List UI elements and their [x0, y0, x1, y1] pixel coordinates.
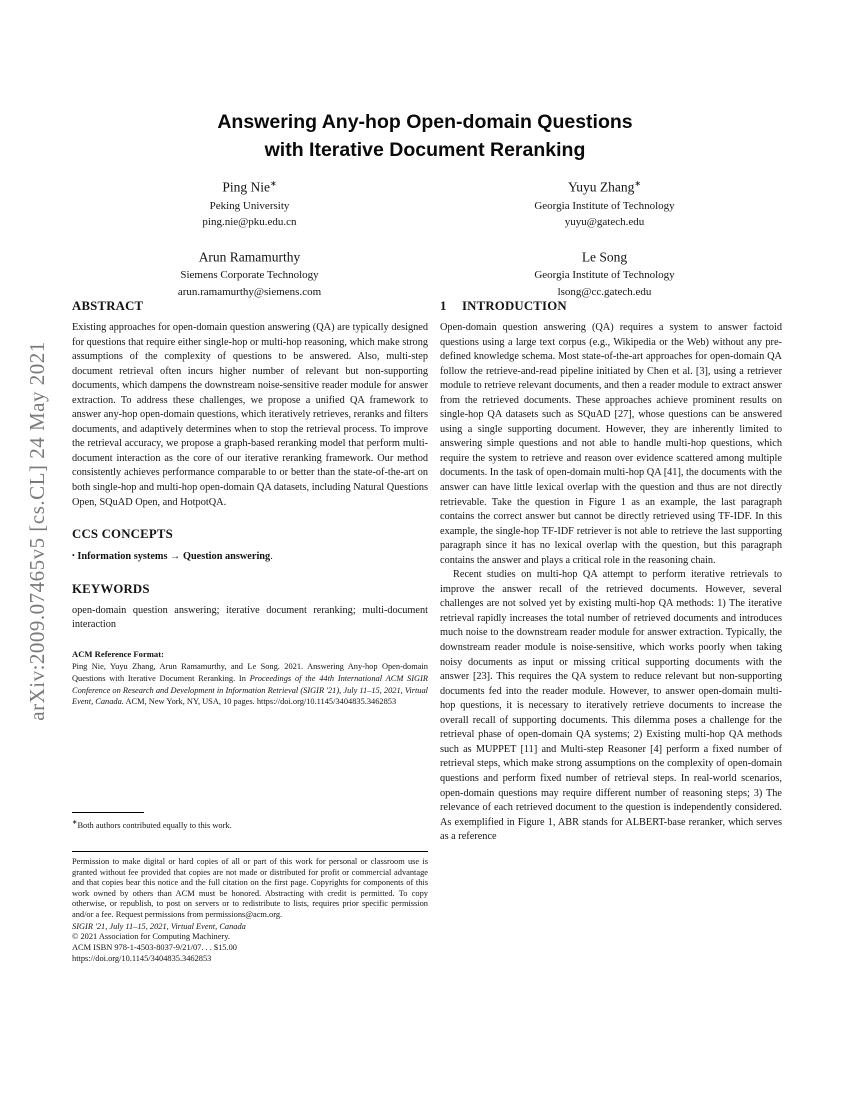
- footnote-text: Both authors contributed equally to this work.: [77, 820, 232, 830]
- acm-ref-part1: Ping Nie, Yuyu Zhang, Arun Ramamurthy, and Le Song. 2021. Answering Any-hop Open-domain Questions with Iterative Document Reranking. In: [72, 661, 428, 683]
- author-affiliation: Siemens Corporate Technology: [180, 269, 319, 281]
- isbn-line: ACM ISBN 978-1-4503-8037-9/21/07. . . $15.00: [72, 943, 237, 953]
- author-name: [427, 244, 782, 268]
- author-email[interactable]: yuyu@gatech.edu: [564, 216, 645, 228]
- author-name-text: Yuyu Zhang: [567, 179, 635, 195]
- introduction-paragraph-1: Open-domain question answering (QA) requires a system to answer factoid questions using a large text corpus (e.g., Wikipedia or the Web) without any pre-defined knowledge schema. Most state-of-the-art approaches for open-domain QA follow the retrieve-and-read pipeline initiated by Chen et al. [3], using a retriever module to retrieve relevant documents, and then a reader module to extract answer from the retrieved documents. These approaches achieve prominent results on single-hop QA datasets such as SQuAD [27], whose questions can be answered using a single supporting document. However, they are inherently limited to answering simple questions and not able to handle multi-hop questions, which require the system to retrieve and reason over evidence scattered among multiple documents. In the task of open-domain multi-hop QA [41], the documents with the answer can have little lexical overlap with the question and thus are not directly retrievable. Take the question in Figure 1 as an example, the last paragraph contains the correct answer but cannot be directly retrieved using TF-IDF. In this example, the single-hop TF-IDF retriever is not able to retrieve the last supporting paragraph since it has no lexical overlap with the question, but this paragraph contains the answer and plays a critical role in the reasoning chain.: [440, 322, 782, 566]
- author-affiliation: Peking University: [209, 199, 290, 212]
- copyright-block: [72, 851, 428, 965]
- footnote-block: [72, 812, 428, 831]
- ccs-period: .: [270, 551, 273, 563]
- ccs-heading: CCS CONCEPTS: [72, 527, 173, 542]
- ccs-arrow-icon: →: [167, 551, 183, 563]
- abstract-heading: ABSTRACT: [72, 299, 144, 313]
- left-column: [72, 299, 428, 708]
- keywords-body: open-domain question answering; iterative document reranking; multi-document interaction: [72, 604, 428, 631]
- author-name-text: Le Song: [581, 249, 628, 264]
- doi-link[interactable]: https://doi.org/10.1145/3404835.3462853: [72, 953, 212, 963]
- copyright-rule: [72, 851, 428, 852]
- permission-statement: Permission to make digital or hard copies of all or part of this work for personal or classroom use is granted without fee provided that copies are not made or distributed for profit or commercial advantage and that copies bear this notice and the full citation on the first page. Copyrights for components of this work owned by others than ACM must be honored. Abstracting with credit is permitted. To copy otherwise, or republish, to post on servers or to redistribute to lists, requires prior specific permission and/or a fee. Request permissions from permissions@acm.org.: [72, 857, 428, 919]
- author-email[interactable]: ping.nie@pku.edu.cn: [202, 216, 297, 228]
- section-title: INTRODUCTION: [462, 299, 567, 313]
- ccs-bullet-icon: •: [72, 551, 75, 561]
- copyright-line: © 2021 Association for Computing Machinery.: [72, 932, 230, 942]
- author-affiliation: Georgia Institute of Technology: [534, 269, 675, 281]
- author-le-song: [427, 244, 782, 301]
- section-number: 1: [440, 299, 447, 313]
- footnote-marker: ∗: [72, 819, 78, 826]
- introduction-paragraph-2: Recent studies on multi-hop QA attempt to perform iterative retrievals to improve the answer recall of the retrieved documents. However, several challenges are not solved yet by existing multi-hop QA methods: 1) The iterative retrieval rapidly increases the total number of retrieved documents and introduces much noise to the downstream reader module for answer extraction. Typically, the downstream reader module is noise-sensitive, which works poorly when taking noisy documents as input or missing critical supporting documents with the answer [23]. This requires the QA system to reduce relevant but non-supporting documents fed into the reader module. However, to answer open-domain multi-hop questions, it is necessary to iteratively retrieve documents to increase the overall recall of supporting documents. This dilemma poses a challenge for the retrieval phase of open-domain QA systems; 2) Existing multi-hop QA methods such as MUPPET [11] and Multi-step Reasoner [4] perform a fixed number of retrieval steps, which make strong assumptions on the complexity of open-domain questions and perform fixed number of retrieval steps. In real-world scenarios, open-domain questions may require different number of reasoning steps; 3) The relevance of each retrieved document to the question is independently considered. As exemplified in Figure 1, ABR stands for ALBERT-base reranker, which serves as a reference: [440, 569, 782, 843]
- acm-ref-doi-link[interactable]: https://doi.org/10.1145/3404835.3462853: [256, 697, 397, 707]
- author-arun-ramamurthy: [72, 244, 427, 301]
- author-footnote-marker: ∗: [269, 179, 277, 188]
- author-name: [72, 174, 427, 198]
- paper-title-line2: with Iterative Document Reranking: [264, 139, 586, 161]
- author-name-text: Arun Ramamurthy: [198, 249, 301, 264]
- author-email[interactable]: arun.ramamurthy@siemens.com: [177, 285, 322, 298]
- paper-title-line1: Answering Any-hop Open-domain Questions: [217, 111, 633, 133]
- author-email[interactable]: lsong@cc.gatech.edu: [557, 285, 652, 298]
- equal-contribution-footnote: [72, 817, 428, 831]
- acm-ref-proceedings: Proceedings of the 44th International ACM SIGIR Conference on Research and Development in Information Retrieval (SIGIR '21), July 11–15, 2021, Virtual Event, Canada.: [72, 673, 428, 707]
- authors-block: [72, 174, 782, 300]
- arxiv-watermark: arXiv:2009.07465v5 [cs.CL] 24 May 2021: [25, 341, 49, 721]
- author-name: [72, 244, 427, 268]
- footnote-rule: [72, 812, 144, 813]
- author-yuyu-zhang: [427, 174, 782, 231]
- venue-line: SIGIR '21, July 11–15, 2021, Virtual Event, Canada: [72, 921, 246, 931]
- ccs-category: Information systems: [74, 551, 168, 563]
- paper-title: [0, 108, 850, 164]
- author-name-text: Ping Nie: [222, 179, 270, 195]
- acm-ref-body: [72, 661, 428, 709]
- acm-ref-heading: ACM Reference Format:: [72, 648, 164, 659]
- author-affiliation: Georgia Institute of Technology: [534, 199, 675, 212]
- ccs-concept: Question answering: [182, 551, 271, 563]
- author-ping-nie: [72, 174, 427, 231]
- right-column: [440, 299, 782, 845]
- author-name: [427, 174, 782, 198]
- abstract-body: Existing approaches for open-domain question answering (QA) are typically designed for questions that require either single-hop or multi-hop reasoning, which make strong assumptions of the complexity of questions to be answered. Also, multi-step document retrieval often incurs higher number of relevant but non-supporting documents, which dampens the downstream noise-sensitive reader module for answer extraction. To address these challenges, we propose a unified QA framework to answer any-hop open-domain questions, which iteratively retrieves, reranks and filters documents, and adaptively determines when to stop the retrieval process. To improve the retrieval accuracy, we propose a graph-based reranking model that perform multi-document interaction as the core of our iterative reranking framework. Our method consistently achieves performance comparable to or better than the state-of-the-art on both single-hop and multi-hop open-domain QA datasets, including Natural Questions Open, SQuAD Open, and HotpotQA.: [72, 322, 428, 508]
- acm-ref-part2: ACM, New York, NY, USA, 10 pages.: [123, 697, 257, 707]
- ccs-concepts-line: [72, 549, 428, 565]
- introduction-heading: [440, 299, 782, 314]
- author-footnote-marker: ∗: [634, 179, 642, 188]
- keywords-heading: KEYWORDS: [72, 581, 150, 596]
